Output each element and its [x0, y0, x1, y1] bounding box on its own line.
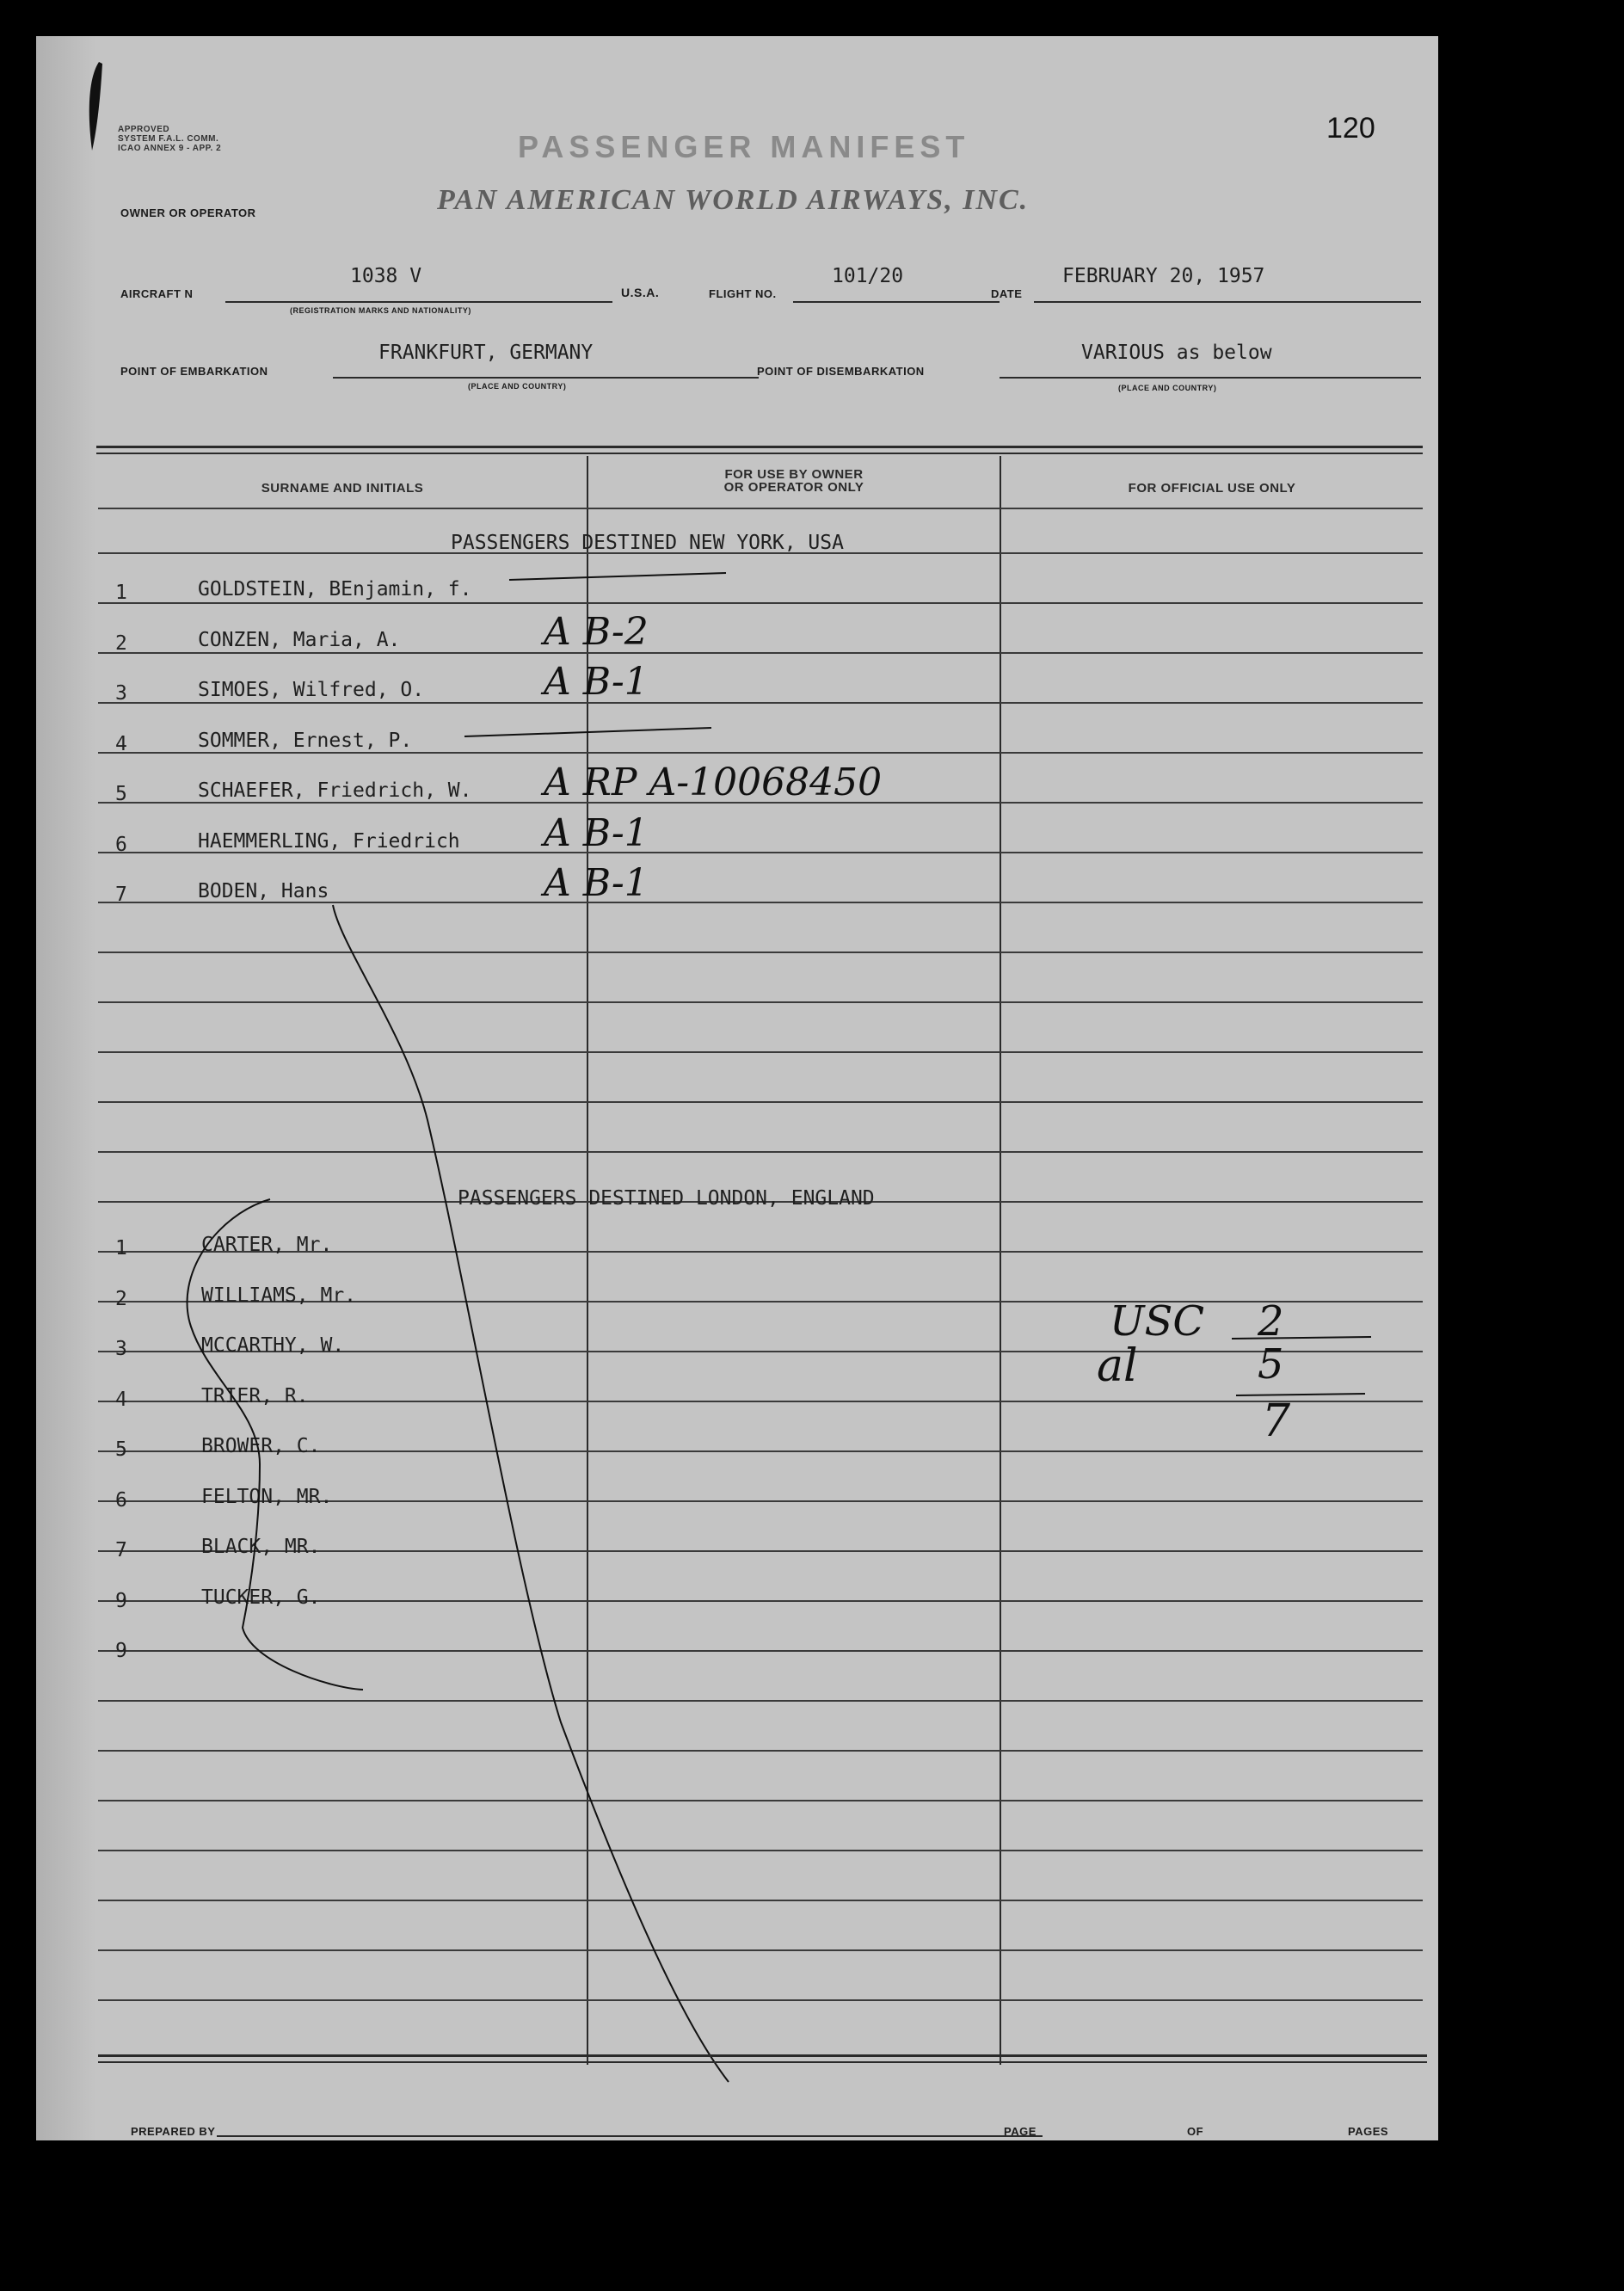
row-number: 9 — [115, 1589, 127, 1612]
flight-label: FLIGHT NO. — [709, 287, 777, 300]
passenger-name: SCHAEFER, Friedrich, W. — [198, 779, 472, 802]
approval-line: APPROVED — [118, 125, 170, 134]
handwritten-status-note: A B-1 — [544, 861, 649, 905]
page-label: PAGE — [1004, 2125, 1037, 2138]
embark-caption: (PLACE AND COUNTRY) — [468, 382, 567, 391]
passenger-name: HAEMMERLING, Friedrich — [198, 829, 460, 853]
embark-label: POINT OF EMBARKATION — [120, 365, 268, 378]
date-value: FEBRUARY 20, 1957 — [1062, 265, 1265, 287]
owner-column-header-line: FOR USE BY OWNER — [724, 467, 864, 482]
aircraft-label: AIRCRAFT N — [120, 287, 194, 300]
row-number: 4 — [115, 732, 127, 755]
row-number: 7 — [115, 884, 127, 906]
form-title: PASSENGER MANIFEST — [518, 129, 970, 164]
disembark-caption: (PLACE AND COUNTRY) — [1118, 384, 1217, 392]
prepared-by-label: PREPARED BY — [131, 2125, 216, 2138]
long-diagonal-line — [333, 905, 729, 2082]
row-number: 5 — [115, 1438, 127, 1461]
date-label: DATE — [991, 287, 1023, 300]
passenger-name: FELTON, MR. — [201, 1485, 333, 1508]
disembark-label: POINT OF DISEMBARKATION — [757, 365, 925, 378]
official-note-al-count: 5 — [1258, 1340, 1284, 1389]
handwritten-marks — [36, 36, 1438, 2140]
approval-line: SYSTEM F.A.L. COMM. — [118, 134, 219, 144]
passenger-name: BODEN, Hans — [198, 880, 329, 902]
official-note-usc: USC — [1110, 1297, 1205, 1346]
row-number: 6 — [115, 1488, 127, 1512]
handwritten-status-note: A B-1 — [544, 660, 649, 704]
usa-label: U.S.A. — [621, 286, 660, 299]
strike-line-goldstein — [509, 573, 726, 580]
page-number: 120 — [1326, 112, 1375, 145]
handwritten-status-note: A RP A-10068450 — [544, 761, 883, 804]
operator-name: PAN AMERICAN WORLD AIRWAYS, INC. — [437, 184, 1030, 216]
embark-value: FRANKFURT, GERMANY — [378, 342, 594, 364]
registration-caption: (REGISTRATION MARKS AND NATIONALITY) — [290, 306, 471, 315]
of-label: OF — [1187, 2125, 1204, 2138]
official-note-usc-count: 2 — [1258, 1297, 1284, 1346]
passenger-name: MCCARTHY, W. — [201, 1334, 345, 1357]
tally-underline-1 — [1232, 1337, 1371, 1339]
passenger-name: CARTER, Mr. — [201, 1234, 333, 1256]
aircraft-value: 1038 V — [350, 265, 422, 287]
prepared-by-line — [217, 2135, 1043, 2137]
flight-value: 101/20 — [832, 265, 904, 287]
bracket-curve — [188, 1199, 363, 1690]
disembark-value: VARIOUS as below — [1081, 342, 1272, 364]
group-heading-london: PASSENGERS DESTINED LONDON, ENGLAND — [458, 1187, 875, 1210]
row-number: 9 — [115, 1640, 127, 1662]
official-column-header: FOR OFFICIAL USE ONLY — [1128, 481, 1296, 496]
row-number: 5 — [115, 783, 127, 805]
row-number: 1 — [115, 1237, 127, 1259]
table-bottom-rule — [98, 2054, 1427, 2057]
handwritten-status-note: A B-1 — [544, 810, 649, 855]
official-note-al: al — [1097, 1340, 1138, 1392]
passenger-name: WILLIAMS, Mr. — [201, 1284, 357, 1307]
passenger-name: SOMMER, Ernest, P. — [198, 729, 413, 752]
strike-line-sommer — [464, 728, 711, 736]
group-heading-new-york: PASSENGERS DESTINED NEW YORK, USA — [451, 532, 844, 554]
approval-line: ICAO ANNEX 9 - APP. 2 — [118, 144, 222, 153]
tally-underline-2 — [1236, 1394, 1365, 1395]
row-number: 4 — [115, 1388, 127, 1411]
passenger-name: GOLDSTEIN, BEnjamin, f. — [198, 578, 472, 600]
handwritten-status-note: A B-2 — [544, 609, 649, 654]
passenger-name: TUCKER, G. — [201, 1586, 321, 1609]
row-number: 3 — [115, 682, 127, 705]
row-number: 1 — [115, 582, 127, 604]
manifest-sheet — [36, 36, 1438, 2140]
row-number: 2 — [115, 1287, 127, 1310]
official-note-total: 7 — [1262, 1395, 1291, 1447]
passenger-name: TRIER, R. — [201, 1384, 309, 1407]
row-number: 6 — [115, 833, 127, 856]
passenger-name: SIMOES, Wilfred, O. — [198, 679, 425, 701]
row-number: 7 — [115, 1539, 127, 1561]
owner-column-header-line: OR OPERATOR ONLY — [723, 480, 864, 495]
row-number: 3 — [115, 1338, 127, 1360]
passenger-name: CONZEN, Maria, A. — [198, 628, 401, 651]
pages-label: PAGES — [1348, 2125, 1389, 2138]
owner-label: OWNER OR OPERATOR — [120, 206, 256, 219]
row-number: 2 — [115, 631, 127, 655]
table-bottom-rule-2 — [98, 2061, 1427, 2063]
passenger-name: BROWER, C. — [201, 1435, 321, 1457]
surname-column-header: SURNAME AND INITIALS — [261, 481, 424, 496]
passenger-name: BLACK, MR. — [201, 1536, 321, 1558]
